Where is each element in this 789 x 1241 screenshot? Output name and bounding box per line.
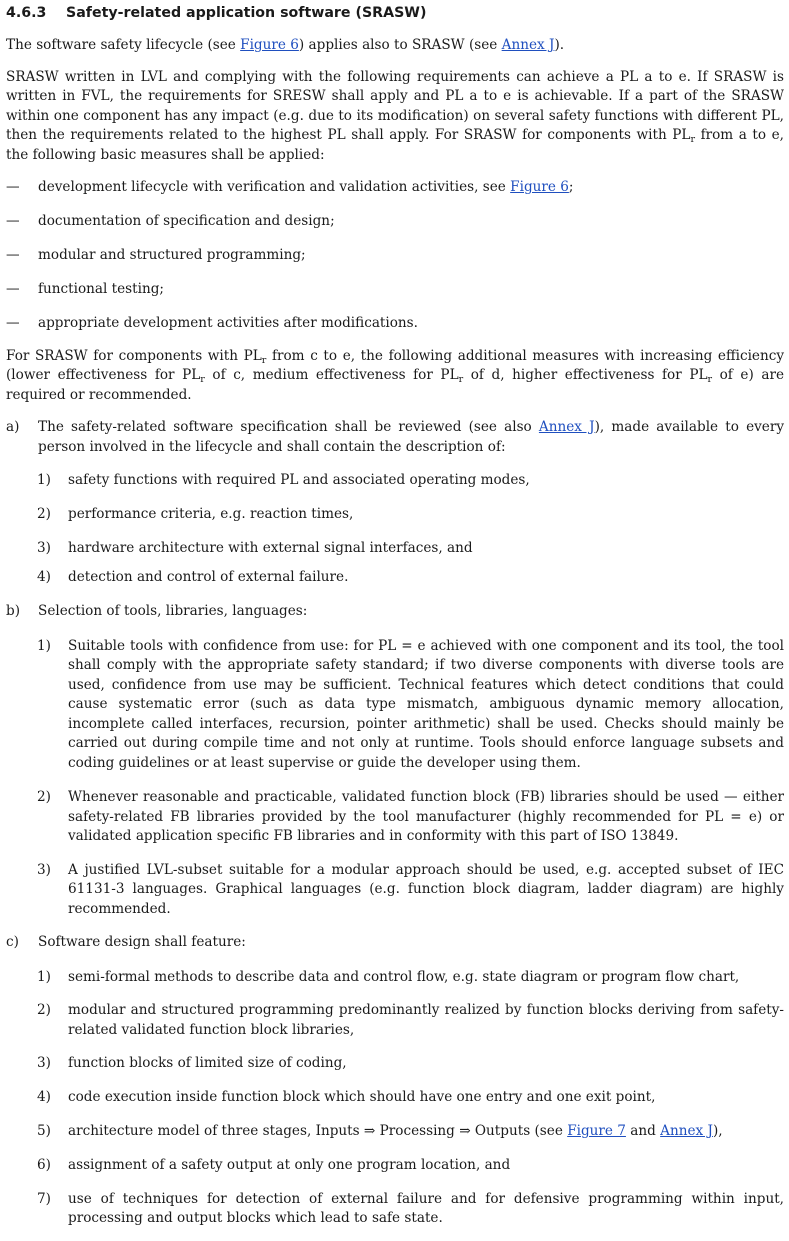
dash-marker: — (6, 213, 20, 229)
list-item: 6) assignment of a safety output at only one program location, and (37, 1156, 784, 1176)
list-item: 5) architecture model of three stages, Inputs ⇒ Processing ⇒ Outputs (see Figure 7 and Annex J), (37, 1122, 784, 1142)
intro-paragraph: The software safety lifecycle (see Figure 6) applies also to SRASW (see Annex J). (6, 37, 565, 53)
section-title: Safety-related application software (SRASW) (66, 5, 427, 21)
list-marker: 4) (37, 569, 51, 585)
dash-marker: — (6, 247, 20, 263)
list-marker: 4) (37, 1089, 51, 1105)
list-item: 1) semi-formal methods to describe data and control flow, e.g. state diagram or program flow chart, (37, 968, 784, 988)
list-item: 2) performance criteria, e.g. reaction times, (37, 505, 784, 525)
list-item: 4) detection and control of external failure. (37, 568, 784, 588)
list-marker: 7) (37, 1190, 51, 1207)
list-marker: 6) (37, 1156, 51, 1173)
dash-marker: — (6, 315, 20, 331)
section-number: 4.6.3 (6, 5, 47, 21)
list-marker: c) (6, 934, 19, 950)
dash-marker: — (6, 281, 20, 297)
list-item: 3) function blocks of limited size of coding, (37, 1054, 784, 1074)
list-marker: 1) (37, 637, 51, 654)
list-marker: 3) (37, 1055, 51, 1071)
list-item: — functional testing; (6, 280, 784, 300)
list-item-a: a) The safety-related software specification shall be reviewed (see also Annex J), made available to every person involved in the lifecycle and shall contain the description of: (6, 418, 784, 457)
list-item: — development lifecycle with verification and validation activities, see Figure 6; (6, 178, 784, 198)
list-item: 2) Whenever reasonable and practicable, validated function block (FB) libraries should be used — either safety-related FB libraries provided by the tool manufacturer (highly recommended for PL = e) or validated application specific FB libraries and in conformity with this part of ISO 13849. (37, 788, 784, 847)
list-item-c: c) Software design shall feature: (6, 933, 784, 953)
list-item: — documentation of specification and design; (6, 212, 784, 232)
list-item: 2) modular and structured programming predominantly realized by function blocks deriving from safety-related validated function block libraries, (37, 1001, 784, 1040)
annex-j-link[interactable]: Annex J (501, 37, 555, 53)
document-page (6, 0, 784, 1229)
list-item: — appropriate development activities after modifications. (6, 314, 784, 334)
dash-marker: — (6, 179, 20, 195)
list-item: 7) use of techniques for detection of external failure and for defensive programming within input, processing and output blocks which lead to safe state. (37, 1190, 784, 1229)
list-marker: b) (6, 603, 21, 619)
list-item-b: b) Selection of tools, libraries, languages: (6, 602, 784, 622)
figure-6-link[interactable]: Figure 6 (240, 37, 299, 53)
basic-measures-list (6, 178, 784, 334)
list-marker: 1) (37, 472, 51, 488)
list-marker: 2) (37, 1002, 51, 1018)
annex-j-link[interactable]: Annex J (538, 419, 595, 435)
list-item: 3) A justified LVL-subset suitable for a modular approach should be used, e.g. accepted subset of IEC 61131-3 languages. Graphical languages (e.g. function block diagram, ladder diagram) are highly recommended. (37, 861, 784, 920)
list-item: — modular and structured programming; (6, 246, 784, 266)
figure-7-link[interactable]: Figure 7 (567, 1123, 626, 1139)
section-heading (6, 3, 784, 23)
list-marker: 3) (37, 861, 51, 878)
list-item: 1) Suitable tools with confidence from use: for PL = e achieved with one component and its tool, the tool shall comply with the appropriate safety standard; if two diverse components with diverse tools are used, confidence from use may be sufficient. Technical features which detect conditions that could cause systematic error (such as data type mismatch, ambiguous dynamic memory allocation, incomplete called interfaces, recursion, pointer arithmetic) shall be used. Checks should mainly be carried out during compile time and not only at runtime. Tools should enforce language subsets and coding guidelines or at least supervise or guide the developer using them. (37, 637, 784, 774)
list-item: 1) safety functions with required PL and associated operating modes, (37, 471, 784, 491)
list-item: 3) hardware architecture with external signal interfaces, and (37, 539, 784, 559)
requirements-paragraph: SRASW written in LVL and complying with the following requirements can achieve a PL a to e. If SRASW is written in FVL, the requirements for SRESW shall apply and PL a to e is achievable. If a part of the SRASW within one component has any impact (e.g. due to its modification) on several safety functions with different PL, then the requirements related to the highest PL shall apply. For SRASW for components with $PL_r$ from a to e, the following basic measures shall be applied: (6, 68, 785, 163)
list-item: 4) code execution inside function block which should have one entry and one exit point, (37, 1088, 784, 1108)
list-marker: 5) (37, 1123, 51, 1139)
figure-6-link[interactable]: Figure 6 (510, 179, 569, 195)
list-marker: a) (6, 419, 20, 435)
additional-measures-paragraph: For SRASW for components with $PL_r$ from c to e, the following additional measures with increasing efficiency (lower effectiveness for $PL_r$ of c, medium effectiveness for $PL_r$ of d, higher effectiveness for $PL_r$ of e) are required or recommended. (6, 347, 785, 403)
list-marker: 2) (37, 506, 51, 522)
list-marker: 1) (37, 968, 51, 985)
list-marker: 3) (37, 539, 51, 556)
annex-j-link[interactable]: Annex J (660, 1123, 713, 1139)
list-marker: 2) (37, 789, 51, 805)
